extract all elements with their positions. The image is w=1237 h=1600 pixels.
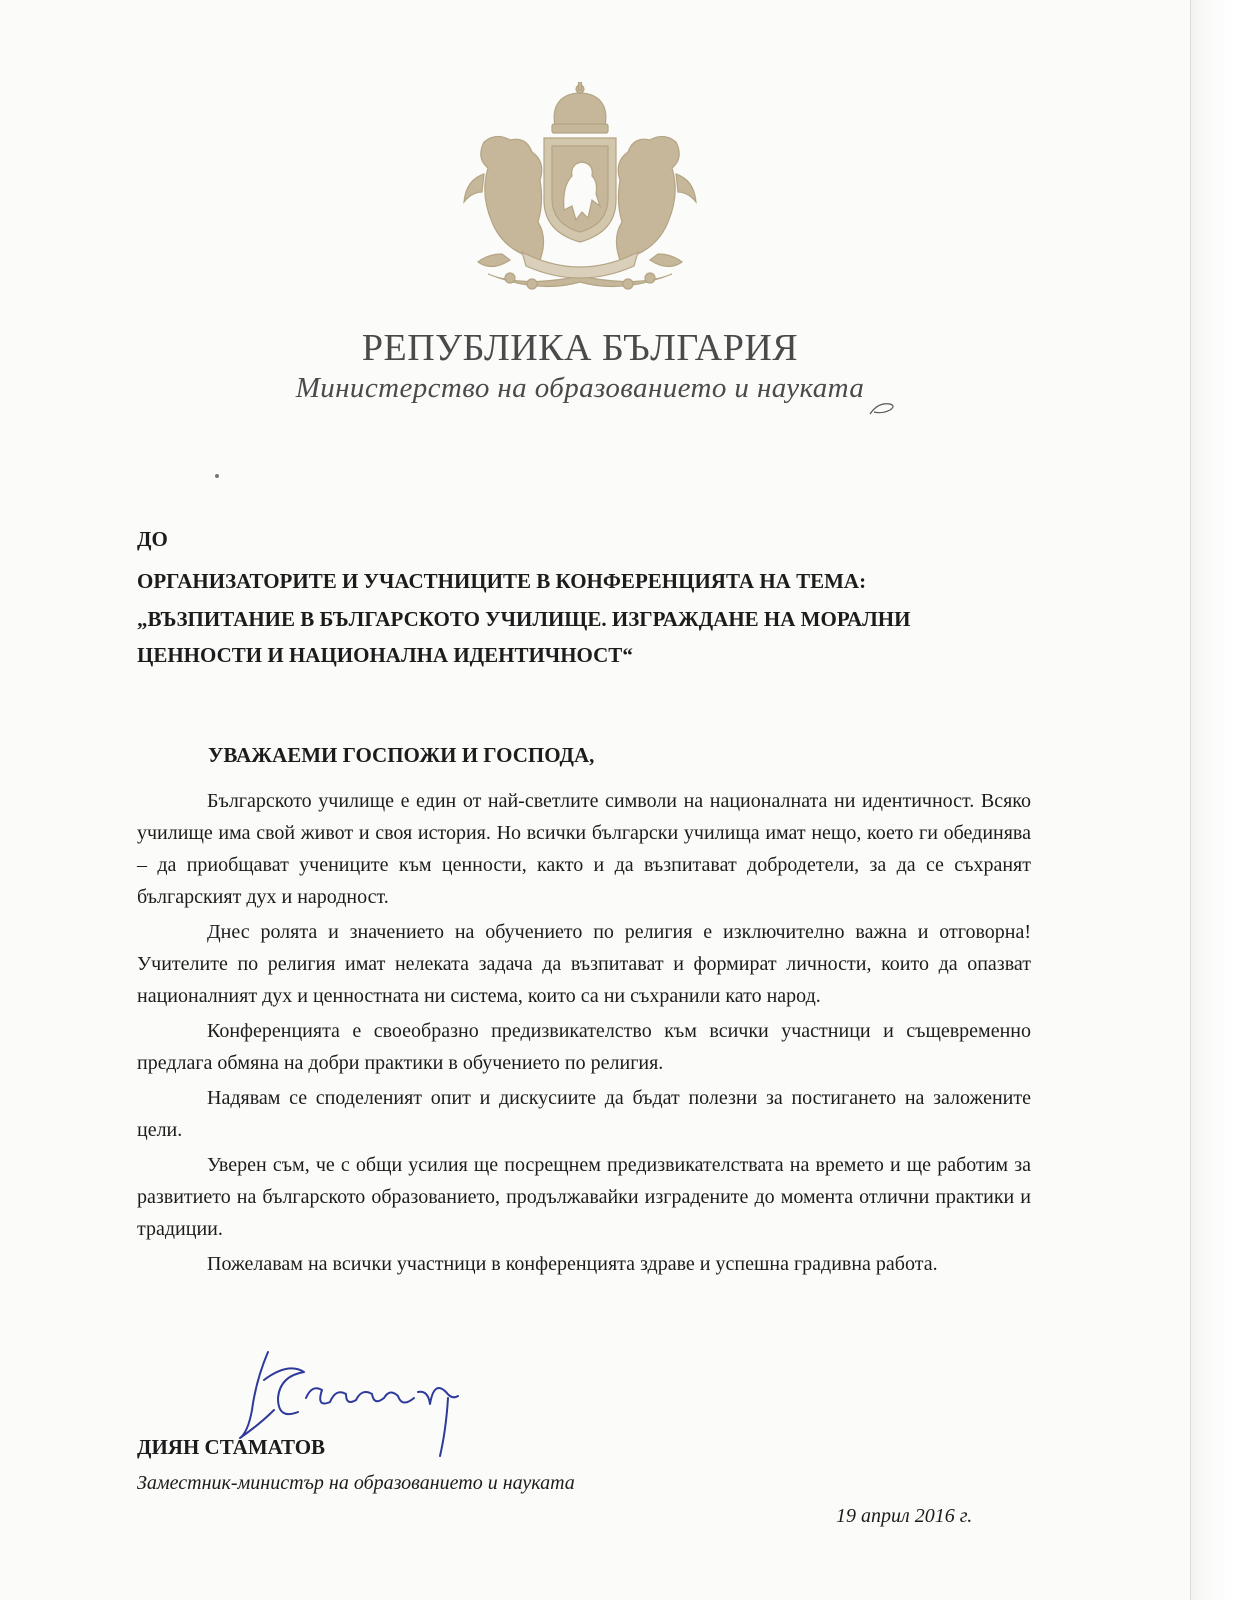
- letter-body: [137, 785, 1031, 1283]
- pen-flourish-icon: [868, 398, 898, 418]
- address-line-1: ОРГАНИЗАТОРИТЕ И УЧАСТНИЦИТЕ В КОНФЕРЕНЦИЯТА НА ТЕМА:: [137, 569, 867, 593]
- paragraph: Конференцията е своеобразно предизвикателство към всички участници и същевременно предлага обмяна на добри практики в обучението по религия.: [137, 1020, 1031, 1074]
- page-edge-line: [1190, 0, 1191, 1600]
- paragraph: Пожелавам на всички участници в конференцията здраве и успешна градивна работа.: [207, 1253, 938, 1275]
- address-line-2: „ВЪЗПИТАНИЕ В БЪЛГАРСКОТО УЧИЛИЩЕ. ИЗГРАЖДАНЕ НА МОРАЛНИ: [137, 607, 911, 631]
- letterhead-ministry: Министерство на образованието и науката: [295, 372, 865, 404]
- paragraph: Българското училище е един от най-светлите символи на националната ни идентичност. Всяко училище има свой живот и своя история. Но всички български училища имат нещо, което ги обединява – да приобщават учениците към ценности, както и да възпитават добродетели, за да се съхранят българският дух и народност.: [137, 790, 1031, 908]
- address-to: ДО: [137, 527, 168, 551]
- paragraph: Уверен съм, че с общи усилия ще посрещнем предизвикателствата на времето и ще работим за развитието на българското образованието, продължавайки изградените до момента отлични практики и традиции.: [137, 1154, 1031, 1240]
- coat-of-arms-icon: [448, 82, 712, 300]
- letter-date: 19 април 2016 г.: [836, 1505, 973, 1527]
- paper-speck: [215, 474, 219, 478]
- signer-position: Заместник-министър на образованието и науката: [137, 1472, 575, 1494]
- page-edge: [1191, 0, 1237, 1600]
- paragraph: Днес ролята и значението на обучението по религия е изключително важна и отговорна! Учителите по религия имат нелеката задача да възпитават и формират личности, които да опазват националният дух и ценностната ни система, които са ни съхранили като народ.: [137, 921, 1031, 1007]
- salutation: УВАЖАЕМИ ГОСПОЖИ И ГОСПОДА,: [208, 743, 595, 767]
- letterhead-country: РЕПУБЛИКА БЪЛГАРИЯ: [361, 327, 799, 369]
- address-line-3: ЦЕННОСТИ И НАЦИОНАЛНА ИДЕНТИЧНОСТ“: [137, 643, 633, 667]
- paragraph: Надявам се споделеният опит и дискусиите да бъдат полезни за постигането на заложените цели.: [137, 1087, 1031, 1141]
- signer-name: ДИЯН СТАМАТОВ: [137, 1435, 326, 1459]
